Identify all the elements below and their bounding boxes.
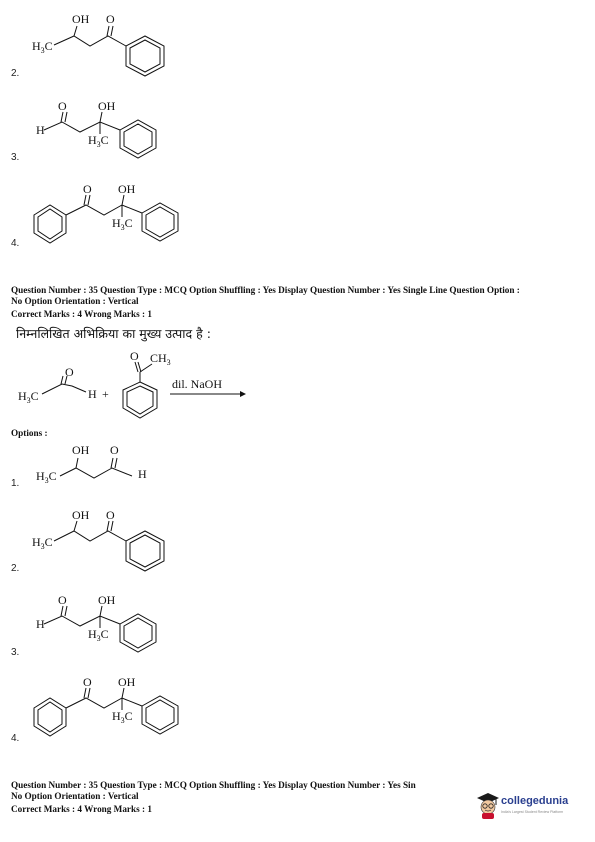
logo-tagline: India's Largest Student Review Platform — [501, 810, 564, 814]
reaction-scheme — [10, 346, 270, 426]
reagent-label: dil. NaOH — [172, 377, 222, 391]
h3c-label: $H_3C$ — [36, 469, 57, 485]
h3c-label: $H_3C$ — [32, 39, 53, 55]
plus-sign: + — [102, 387, 109, 401]
next-question-marks: Correct Marks : 4 Wrong Marks : 1 — [11, 804, 152, 814]
question-text: निम्नलिखित अभिक्रिया का मुख्य उत्पाद है : — [16, 326, 211, 341]
h3c-label: $H_3C$ — [88, 133, 109, 149]
h-label: H — [36, 123, 45, 137]
oh-label: OH — [72, 508, 90, 522]
h3c-label: $H_3C$ — [112, 709, 133, 725]
question-header — [11, 285, 520, 320]
option-number: 4. — [11, 733, 20, 744]
h3c-label: $H_3C$ — [112, 216, 133, 232]
collegedunia-logo — [476, 790, 591, 824]
h3c-label: $H_3C$ — [88, 627, 109, 643]
o-label: O — [110, 443, 119, 457]
h-label: H — [36, 617, 45, 631]
structure-top-option-3 — [28, 92, 178, 164]
option-number: 1. — [11, 478, 20, 489]
o-label: O — [83, 182, 92, 196]
o-label: O — [65, 365, 74, 379]
question-marks: Correct Marks : 4 Wrong Marks : 1 — [11, 309, 152, 319]
option-number: 4. — [11, 238, 20, 249]
structure-top-option-2 — [28, 8, 178, 78]
graduate-mascot-icon — [476, 792, 500, 820]
o-label: O — [106, 508, 115, 522]
oh-label: OH — [72, 12, 90, 26]
structure-option-3 — [28, 586, 178, 658]
ch3-label: $CH_3$ — [150, 351, 171, 367]
oh-label: OH — [72, 443, 90, 457]
oh-label: OH — [118, 675, 136, 689]
next-question-header — [11, 780, 416, 815]
h3c-label: $H_3C$ — [32, 535, 53, 551]
structure-option-4 — [28, 668, 188, 740]
options-label: Options : — [11, 428, 48, 438]
option-number: 3. — [11, 647, 20, 658]
next-question-meta-line-1: Question Number : 35 Question Type : MCQ Option Shuffling : Yes Display Question Number : Yes Sin — [11, 780, 416, 790]
next-question-meta-line-2: No Option Orientation : Vertical — [11, 791, 139, 801]
o-label: O — [106, 12, 115, 26]
question-meta-line-1: Question Number : 35 Question Type : MCQ Option Shuffling : Yes Display Question Number : Yes Single Line Question Option : — [11, 285, 520, 295]
h-label: H — [138, 467, 147, 481]
option-number: 2. — [11, 563, 20, 574]
o-label: O — [83, 675, 92, 689]
o-label: O — [58, 593, 67, 607]
option-number: 2. — [11, 68, 20, 79]
h-label: H — [88, 387, 97, 401]
o-label: O — [130, 349, 139, 363]
logo-name: collegedunia — [501, 795, 569, 807]
oh-label: OH — [118, 182, 136, 196]
oh-label: OH — [98, 593, 116, 607]
structure-top-option-4 — [28, 175, 188, 247]
structure-option-2 — [28, 503, 178, 575]
question-meta-line-2: No Option Orientation : Vertical — [11, 296, 139, 306]
oh-label: OH — [98, 99, 116, 113]
o-label: O — [58, 99, 67, 113]
h3c-label: $H_3C$ — [18, 389, 39, 405]
structure-option-1 — [28, 438, 168, 494]
option-number: 3. — [11, 152, 20, 163]
